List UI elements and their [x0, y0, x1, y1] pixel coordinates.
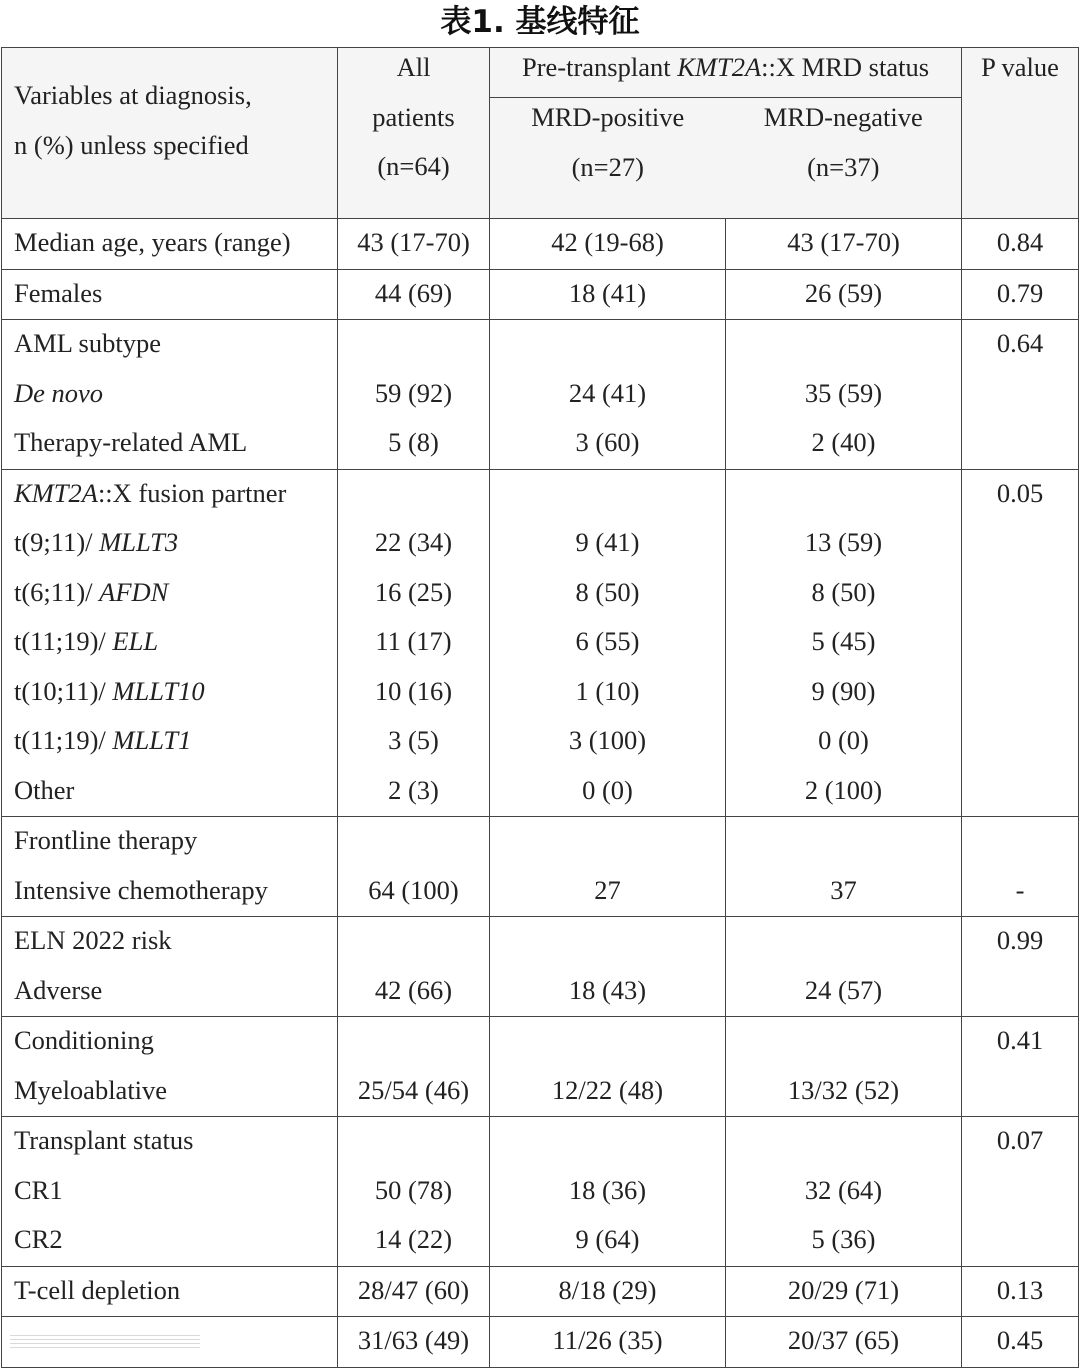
p-value: 0.79 — [996, 277, 1044, 308]
row-value: 42 (66) — [374, 974, 453, 1005]
row-value: 37 — [830, 874, 857, 905]
row-value: 20/37 (65) — [787, 1325, 900, 1355]
row-value — [490, 917, 725, 967]
row-value — [338, 1117, 489, 1167]
row-label — [2, 1167, 337, 1217]
row-label — [2, 219, 337, 269]
row-label — [2, 867, 337, 917]
header-neg-line2: (n=37) — [807, 151, 880, 182]
row-value: 18 (36) — [568, 1174, 647, 1205]
row-value — [490, 1017, 725, 1067]
cell-all — [338, 1317, 490, 1368]
row-value: 3 (100) — [568, 725, 647, 755]
header-variables-line1: Variables at diagnosis, — [14, 80, 252, 110]
row-label-text: t(6;11)/ — [14, 576, 100, 607]
row-value: 1 (10) — [575, 675, 640, 706]
cell-p-value — [962, 269, 1079, 320]
cell-label — [2, 917, 338, 1017]
row-value: 31/63 (49) — [357, 1325, 470, 1355]
row-value: 24 (41) — [568, 377, 647, 408]
row-value: 14 (22) — [374, 1224, 453, 1254]
table-row — [2, 1017, 1079, 1117]
row-label — [2, 1216, 337, 1266]
row-label-italic: ELL — [112, 626, 159, 656]
row-value — [338, 917, 489, 967]
cell-neg — [726, 917, 962, 1017]
row-label-text: t(11;19)/ — [14, 626, 113, 656]
row-value: 16 (25) — [374, 576, 453, 607]
row-label — [2, 519, 337, 569]
row-value — [338, 320, 489, 370]
header-pos-line1: MRD-positive — [531, 102, 685, 132]
table-row — [2, 469, 1079, 817]
cell-pos — [490, 320, 726, 470]
row-value: 5 (8) — [388, 427, 439, 457]
header-all-line1: All — [396, 52, 431, 82]
cell-neg — [726, 1266, 962, 1317]
header-mrd-positive — [490, 98, 726, 197]
table-row — [2, 817, 1079, 917]
row-label-text: Conditioning — [14, 1025, 154, 1055]
cell-p-value — [962, 469, 1079, 817]
row-label-text: CR1 — [14, 1174, 63, 1205]
p-value-spacer — [962, 1167, 1078, 1217]
cell-all — [338, 1017, 490, 1117]
row-value: 2 (3) — [388, 774, 439, 805]
row-value: 5 (45) — [811, 626, 876, 656]
cell-neg — [726, 469, 962, 817]
row-value: 13/32 (52) — [787, 1074, 900, 1105]
row-label-text: Other — [14, 774, 75, 805]
cell-neg — [726, 320, 962, 470]
header-variables — [2, 48, 338, 219]
row-value: 9 (90) — [811, 675, 876, 706]
table-row — [2, 269, 1079, 320]
p-value-spacer — [962, 817, 1078, 867]
row-value: 11 (17) — [375, 626, 452, 656]
cell-p-value — [962, 1317, 1079, 1368]
row-value — [726, 1117, 961, 1167]
cell-all — [338, 219, 490, 270]
row-value: 6 (55) — [575, 626, 640, 656]
row-label-italic: MLLT10 — [112, 675, 205, 706]
row-label-italic: MLLT1 — [112, 725, 192, 755]
row-value: 43 (17-70) — [357, 227, 470, 257]
row-value: 27 — [594, 874, 621, 905]
row-label — [2, 917, 337, 967]
cell-all — [338, 320, 490, 470]
row-value — [338, 817, 489, 867]
cell-label — [2, 1017, 338, 1117]
row-label — [2, 1117, 337, 1167]
row-label-text: Median age, years (range) — [14, 227, 291, 257]
row-value: 28/47 (60) — [357, 1274, 470, 1305]
row-label — [2, 717, 337, 767]
cell-pos — [490, 1117, 726, 1267]
header-mrd-status — [490, 48, 961, 98]
row-label — [2, 1267, 337, 1317]
header-all-patients — [338, 48, 490, 219]
cell-label — [2, 219, 338, 270]
p-value: 0.99 — [996, 925, 1044, 955]
row-value: 0 (0) — [818, 725, 869, 755]
header-all-line2: patients — [372, 101, 455, 132]
row-label-italic: AFDN — [99, 576, 169, 607]
cell-pos — [490, 817, 726, 917]
row-value: 18 (41) — [568, 277, 647, 308]
row-value: 26 (59) — [804, 277, 883, 308]
cell-p-value — [962, 219, 1079, 270]
row-value — [338, 470, 489, 520]
header-mrd-pre: Pre-transplant — [521, 52, 678, 82]
row-label-text: Transplant status — [14, 1125, 194, 1155]
row-label — [2, 569, 337, 619]
cell-p-value — [962, 1117, 1079, 1267]
row-label — [2, 767, 337, 817]
p-value-spacer — [962, 668, 1078, 718]
table-row — [2, 1117, 1079, 1267]
row-value: 13 (59) — [804, 527, 883, 557]
row-value: 5 (36) — [811, 1224, 876, 1254]
cell-label — [2, 817, 338, 917]
p-value-spacer — [962, 767, 1078, 817]
p-value-spacer — [962, 717, 1078, 767]
row-value: 11/26 (35) — [552, 1325, 663, 1355]
row-value — [490, 1117, 725, 1167]
row-value — [338, 1017, 489, 1067]
p-value-spacer — [962, 569, 1078, 619]
p-value-spacer — [962, 618, 1078, 668]
cell-all — [338, 817, 490, 917]
row-value — [726, 917, 961, 967]
p-value: 0.13 — [996, 1274, 1044, 1305]
p-value: 0.64 — [996, 328, 1044, 358]
p-value: 0.07 — [996, 1125, 1044, 1155]
row-label — [2, 320, 337, 370]
header-variables-line2: n (%) unless specified — [14, 130, 249, 160]
row-label — [2, 370, 337, 420]
cell-all — [338, 1266, 490, 1317]
row-label — [2, 419, 337, 469]
cell-p-value — [962, 1266, 1079, 1317]
cell-label — [2, 1317, 338, 1368]
row-value: 50 (78) — [374, 1174, 453, 1205]
p-value: 0.41 — [996, 1025, 1044, 1055]
p-value: 0.05 — [996, 477, 1044, 508]
row-label — [2, 668, 337, 718]
row-label-italic: MLLT3 — [99, 527, 179, 557]
row-value: 8 (50) — [811, 576, 876, 607]
row-label — [2, 967, 337, 1017]
cell-neg — [726, 817, 962, 917]
cell-label — [2, 469, 338, 817]
table-row — [2, 219, 1079, 270]
row-value: 24 (57) — [804, 974, 883, 1005]
header-neg-line1: MRD-negative — [763, 102, 923, 132]
row-label-text: t(10;11)/ — [14, 675, 113, 706]
cell-neg — [726, 219, 962, 270]
row-value: 9 (41) — [575, 527, 640, 557]
row-value: 42 (19-68) — [551, 227, 664, 257]
row-label-text: Adverse — [14, 974, 103, 1005]
row-value: 20/29 (71) — [787, 1274, 900, 1305]
row-label — [2, 270, 337, 320]
row-label — [2, 470, 337, 520]
cell-neg — [726, 1317, 962, 1368]
row-label-text: ::X fusion partner — [97, 477, 287, 508]
header-all-line3: (n=64) — [377, 151, 450, 181]
row-value: 25/54 (46) — [357, 1074, 470, 1105]
p-value-spacer — [962, 370, 1078, 420]
redacted-label — [10, 1335, 200, 1349]
cell-label — [2, 1117, 338, 1267]
row-value: 2 (40) — [811, 427, 876, 457]
row-value — [726, 320, 961, 370]
cell-pos — [490, 469, 726, 817]
row-label-text: ELN 2022 risk — [14, 925, 172, 955]
row-value: 18 (43) — [568, 974, 647, 1005]
row-value: 32 (64) — [804, 1174, 883, 1205]
cell-pos — [490, 219, 726, 270]
row-label — [2, 618, 337, 668]
row-value: 0 (0) — [582, 774, 633, 805]
p-value-spacer — [962, 519, 1078, 569]
p-value: 0.84 — [996, 227, 1044, 257]
cell-pos — [490, 1317, 726, 1368]
row-label — [2, 1017, 337, 1067]
cell-all — [338, 1117, 490, 1267]
cell-p-value — [962, 320, 1079, 470]
row-label-italic: De novo — [14, 377, 104, 408]
table-row — [2, 1266, 1079, 1317]
row-value — [726, 817, 961, 867]
row-value: 8 (50) — [575, 576, 640, 607]
p-value: - — [1015, 874, 1025, 905]
header-p-label: P value — [981, 52, 1059, 82]
cell-neg — [726, 1017, 962, 1117]
cell-label — [2, 1266, 338, 1317]
row-value: 3 (5) — [388, 725, 439, 755]
cell-label — [2, 269, 338, 320]
cell-pos — [490, 269, 726, 320]
header-p-value — [962, 48, 1079, 219]
row-value: 9 (64) — [575, 1224, 640, 1254]
row-label-text: Therapy-related AML — [14, 427, 248, 457]
row-value — [726, 470, 961, 520]
cell-label — [2, 320, 338, 470]
table-row — [2, 1317, 1079, 1368]
row-label-italic: KMT2A — [14, 477, 98, 508]
row-value: 3 (60) — [575, 427, 640, 457]
header-mrd-gene: KMT2A — [677, 52, 762, 82]
cell-all — [338, 917, 490, 1017]
row-value: 22 (34) — [374, 527, 453, 557]
row-value: 2 (100) — [804, 774, 883, 805]
p-value-spacer — [962, 1216, 1078, 1266]
row-value — [490, 320, 725, 370]
row-label — [2, 817, 337, 867]
baseline-characteristics-table — [1, 47, 1079, 1368]
header-mrd-post: ::X MRD status — [761, 52, 930, 82]
p-value: 0.45 — [996, 1325, 1044, 1355]
row-value — [490, 470, 725, 520]
row-value: 64 (100) — [368, 874, 459, 905]
cell-p-value — [962, 1017, 1079, 1117]
row-label-text: Myeloablative — [14, 1074, 168, 1105]
row-value: 10 (16) — [374, 675, 453, 706]
p-value-spacer — [962, 1067, 1078, 1117]
header-row — [2, 48, 1079, 219]
header-mrd-negative — [726, 98, 962, 197]
row-value: 59 (92) — [374, 377, 453, 408]
cell-p-value — [962, 917, 1079, 1017]
row-label-text: Intensive chemotherapy — [14, 874, 268, 905]
cell-pos — [490, 1017, 726, 1117]
row-value — [726, 1017, 961, 1067]
cell-pos — [490, 917, 726, 1017]
cell-all — [338, 269, 490, 320]
row-label-text: AML subtype — [14, 328, 161, 358]
cell-all — [338, 469, 490, 817]
table-title: 表1. 基线特征 — [440, 4, 640, 40]
row-value: 12/22 (48) — [551, 1074, 664, 1105]
cell-p-value — [962, 817, 1079, 917]
table-row — [2, 917, 1079, 1017]
row-value: 35 (59) — [804, 377, 883, 408]
row-label-text: t(11;19)/ — [14, 725, 113, 755]
header-mrd-group — [490, 48, 962, 219]
table-row — [2, 320, 1079, 470]
row-value: 43 (17-70) — [787, 227, 900, 257]
cell-neg — [726, 269, 962, 320]
p-value-spacer — [962, 967, 1078, 1017]
row-value: 44 (69) — [374, 277, 453, 308]
cell-neg — [726, 1117, 962, 1267]
cell-pos — [490, 1266, 726, 1317]
p-value-spacer — [962, 419, 1078, 469]
row-value — [490, 817, 725, 867]
row-label-text: T-cell depletion — [14, 1274, 181, 1305]
row-label — [2, 1067, 337, 1117]
row-label-text: CR2 — [14, 1224, 63, 1254]
row-label-text: Females — [14, 277, 103, 308]
row-label-text: Frontline therapy — [14, 825, 198, 855]
row-value: 8/18 (29) — [558, 1274, 657, 1305]
row-label-text: t(9;11)/ — [14, 527, 100, 557]
header-pos-line2: (n=27) — [571, 151, 644, 182]
